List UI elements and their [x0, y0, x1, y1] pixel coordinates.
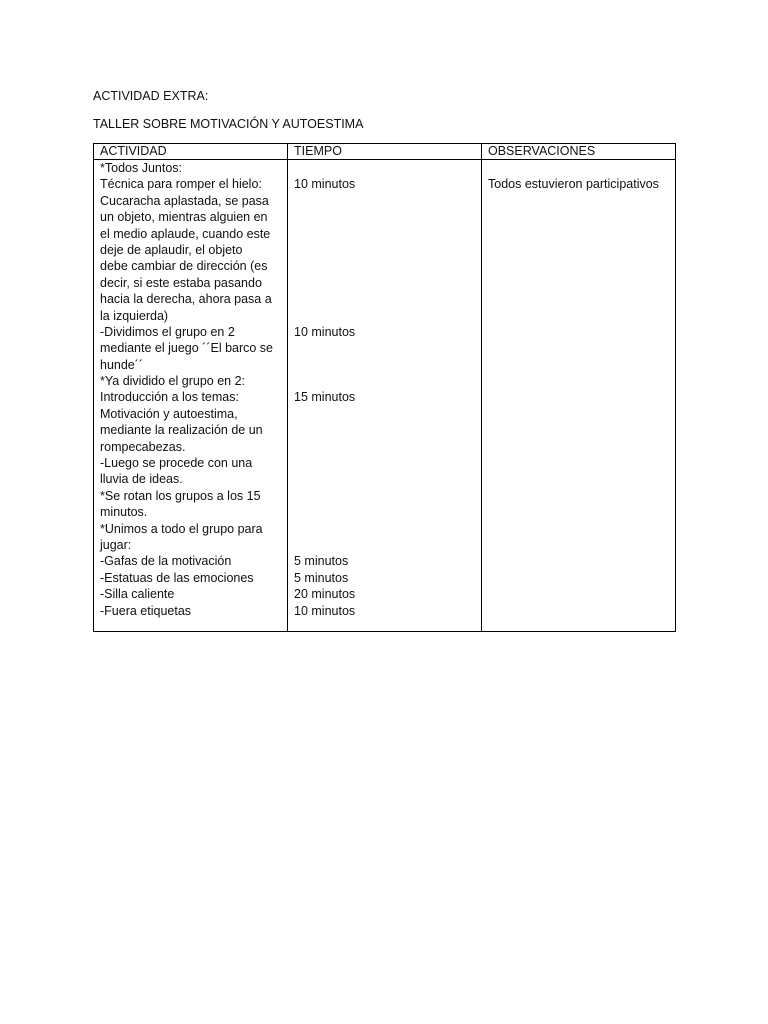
actividad-line: Motivación y autoestima,	[100, 406, 238, 421]
actividad-line: *Se rotan los grupos a los 15	[100, 488, 261, 503]
observaciones-line: Todos estuvieron participativos	[488, 177, 659, 192]
actividad-line: Introducción a los temas:	[100, 390, 239, 405]
header-actividad: ACTIVIDAD	[94, 144, 288, 160]
actividad-line: hacia la derecha, ahora pasa a	[100, 292, 272, 307]
tiempo-line	[294, 226, 475, 242]
actividad-line: deje de aplaudir, el objeto	[100, 242, 243, 257]
tiempo-line	[294, 340, 475, 356]
actividad-line: hunde´´	[100, 357, 144, 372]
tiempo-line: 15 minutos	[294, 390, 356, 405]
actividad-line: -Estatuas de las emociones	[100, 570, 254, 585]
tiempo-line	[294, 521, 475, 537]
tiempo-line	[294, 275, 475, 291]
tiempo-line: 10 minutos	[294, 177, 356, 192]
tiempo-line	[294, 439, 475, 455]
tiempo-line	[294, 504, 475, 520]
actividad-line: Técnica para romper el hielo:	[100, 177, 262, 192]
activity-table	[93, 143, 676, 632]
table-row	[94, 160, 676, 632]
tiempo-line	[294, 242, 475, 258]
header-tiempo: TIEMPO	[288, 144, 482, 160]
actividad-line: rompecabezas.	[100, 439, 186, 454]
actividad-line: *Todos Juntos:	[100, 161, 182, 175]
tiempo-line	[294, 291, 475, 307]
actividad-line: lluvia de ideas.	[100, 472, 183, 487]
actividad-line: -Fuera etiquetas	[100, 603, 192, 618]
actividad-line: la izquierda)	[100, 308, 169, 323]
workshop-title: TALLER SOBRE MOTIVACIÓN Y AUTOESTIMA	[93, 117, 364, 131]
actividad-line: un objeto, mientras alguien en	[100, 210, 268, 225]
tiempo-line	[294, 160, 475, 176]
tiempo-line	[294, 455, 475, 471]
actividad-line: Cucaracha aplastada, se pasa	[100, 193, 269, 208]
actividad-line: -Gafas de la motivación	[100, 554, 232, 569]
actividad-line: *Ya dividido el grupo en 2:	[100, 374, 246, 389]
tiempo-line	[294, 373, 475, 389]
actividad-line: -Silla caliente	[100, 587, 175, 602]
tiempo-line	[294, 258, 475, 274]
tiempo-line	[294, 422, 475, 438]
actividad-line: jugar:	[100, 537, 132, 552]
observaciones-line	[488, 160, 669, 176]
actividad-line: minutos.	[100, 505, 148, 520]
tiempo-line	[294, 209, 475, 225]
tiempo-line: 5 minutos	[294, 570, 349, 585]
actividad-line: -Dividimos el grupo en 2	[100, 324, 235, 339]
tiempo-line: 10 minutos	[294, 603, 356, 618]
actividad-line: debe cambiar de dirección (es	[100, 259, 268, 274]
activity-extra-heading: ACTIVIDAD EXTRA:	[93, 89, 209, 103]
observaciones-cell	[482, 160, 676, 632]
tiempo-line	[294, 193, 475, 209]
tiempo-line	[294, 488, 475, 504]
actividad-line: mediante la realización de un	[100, 423, 263, 438]
actividad-line: mediante el juego ´´El barco se	[100, 341, 274, 356]
tiempo-line	[294, 537, 475, 553]
table-header-row	[94, 144, 676, 160]
actividad-line: el medio aplaude, cuando este	[100, 226, 271, 241]
tiempo-line: 20 minutos	[294, 587, 356, 602]
header-observaciones: OBSERVACIONES	[482, 144, 676, 160]
actividad-line: decir, si este estaba pasando	[100, 275, 262, 290]
tiempo-line	[294, 357, 475, 373]
actividad-line: -Luego se procede con una	[100, 456, 253, 471]
tiempo-line	[294, 406, 475, 422]
tiempo-line	[294, 308, 475, 324]
actividad-line: *Unimos a todo el grupo para	[100, 521, 263, 536]
tiempo-line: 10 minutos	[294, 324, 356, 339]
actividad-cell	[94, 160, 288, 632]
tiempo-line	[294, 471, 475, 487]
tiempo-line: 5 minutos	[294, 554, 349, 569]
tiempo-cell	[288, 160, 482, 632]
